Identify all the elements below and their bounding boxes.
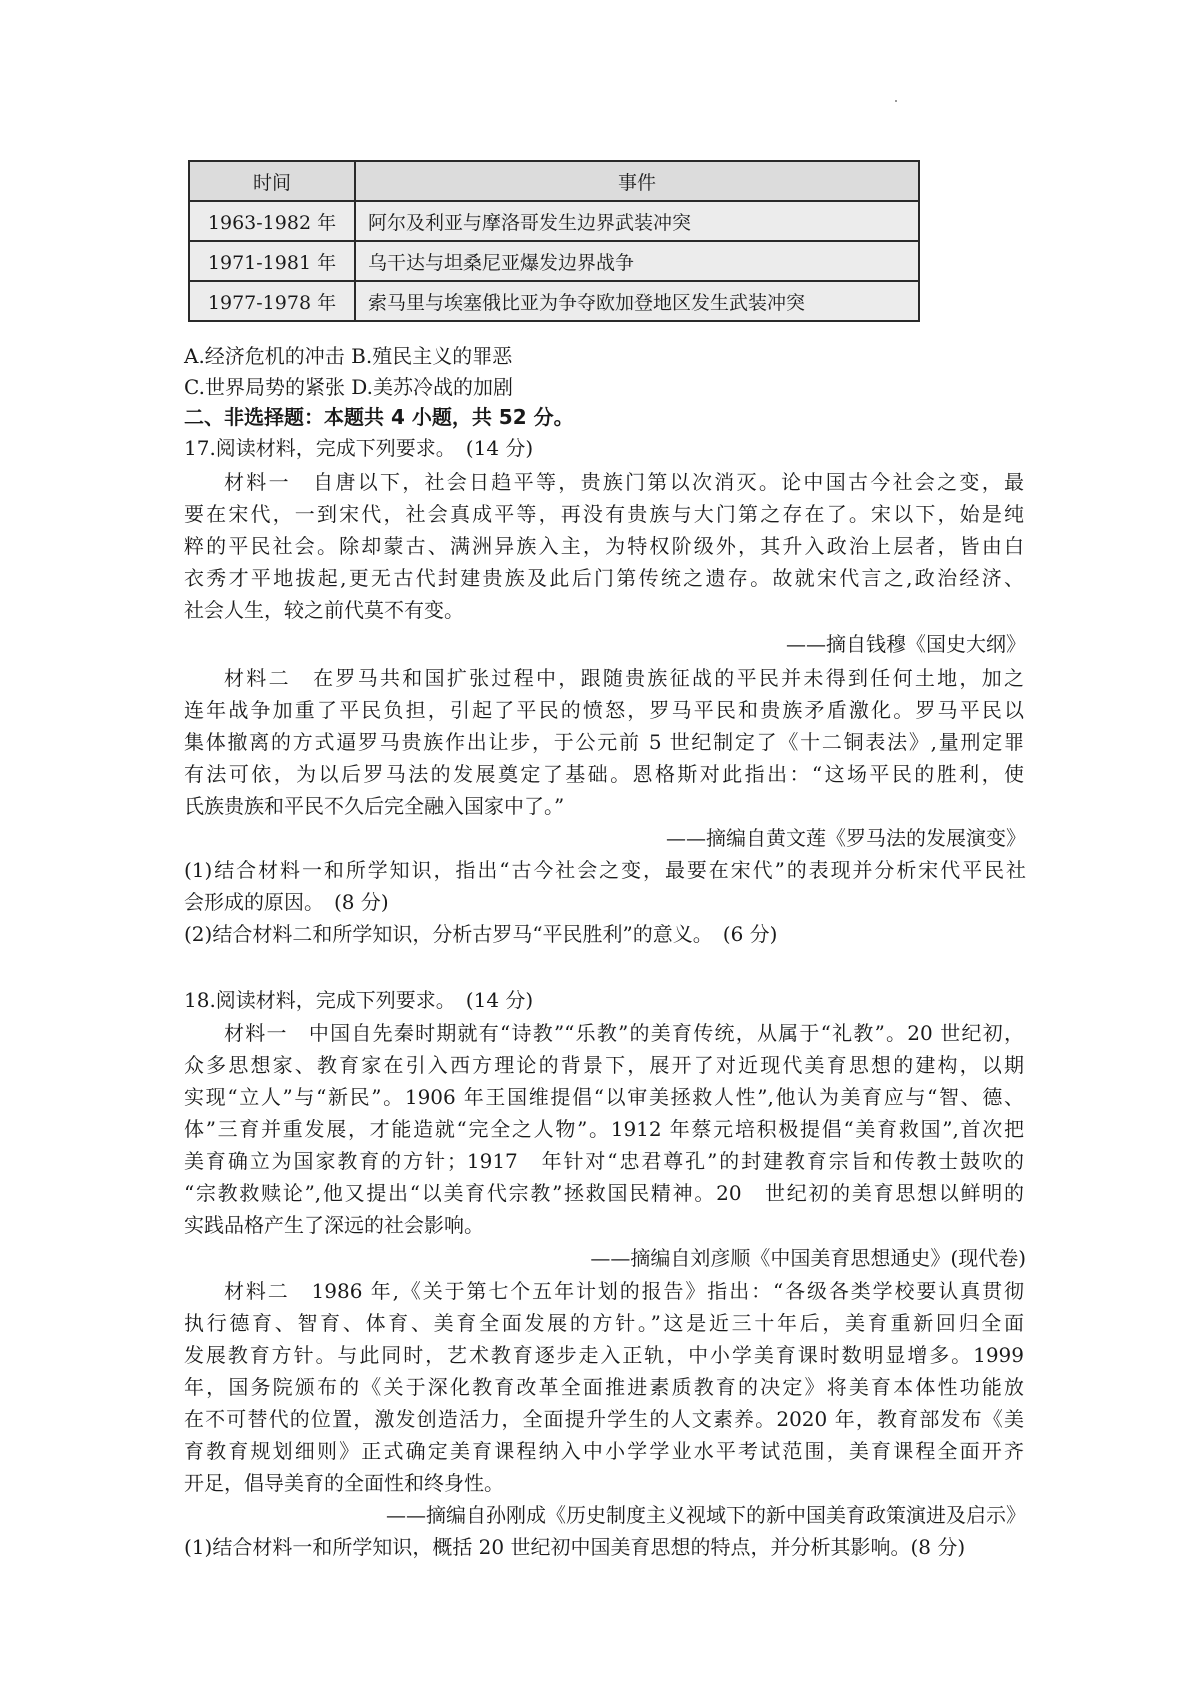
q18-m2-line: 执行德育、智育、体育、美育全面发展的方针。”这是近三十年后，美育重新回归全面 (184, 1311, 1024, 1335)
header-event: 事件 (355, 161, 919, 201)
scan-speck (895, 100, 897, 102)
q18-sub1: (1)结合材料一和所学知识，概括 20 世纪初中国美育思想的特点，并分析其影响。(8 分) (184, 1535, 966, 1559)
q18-m2-source: ——摘编自孙刚成《历史制度主义视域下的新中国美育政策演进及启示》 (386, 1503, 1026, 1527)
table-cell-time: 1971-1981 年 (189, 241, 355, 281)
section-title: 二、非选择题：本题共 4 小题，共 52 分。 (184, 405, 574, 429)
q17-sub1-line: 会形成的原因。 (8 分) (184, 890, 389, 914)
q17-m2-line: 材料二 在罗马共和国扩张过程中，跟随贵族征战的平民并未得到任何土地，加之 (224, 666, 1024, 690)
table-header-row (189, 161, 919, 201)
q17-m2-line: 有法可依，为以后罗马法的发展奠定了基础。恩格斯对此指出：“这场平民的胜利，使 (184, 762, 1024, 786)
options-line-cd: C.世界局势的紧张 D.美苏冷战的加剧 (184, 375, 513, 399)
table-cell-event: 乌干达与坦桑尼亚爆发边界战争 (355, 241, 919, 281)
q17-m2-line: 集体撤离的方式逼罗马贵族作出让步，于公元前 5 世纪制定了《十二铜表法》,量刑定罪 (184, 730, 1024, 754)
q17-m1-line: 材料一 自唐以下，社会日趋平等，贵族门第以次消灭。论中国古今社会之变，最 (224, 470, 1024, 494)
q17-m1-source: ——摘自钱穆《国史大纲》 (786, 632, 1026, 656)
q17-title: 17.阅读材料，完成下列要求。 (14 分) (184, 436, 534, 460)
q18-m1-source: ——摘编自刘彦顺《中国美育思想通史》(现代卷) (590, 1246, 1026, 1270)
q18-m2-line: 发展教育方针。与此同时，艺术教育逐步走入正轨，中小学美育课时数明显增多。1999 (184, 1343, 1024, 1367)
q18-m1-line: 美育确立为国家教育的方针；1917 年针对“忠君尊孔”的封建教育宗旨和传教士鼓吹的 (184, 1149, 1024, 1173)
table-cell-time: 1977-1978 年 (189, 281, 355, 321)
event-table (188, 160, 920, 322)
q17-m2-source: ——摘编自黄文莲《罗马法的发展演变》 (666, 826, 1026, 850)
table-row (189, 281, 919, 321)
q18-m1-line: 实现“立人”与“新民”。1906 年王国维提倡“以审美拯救人性”,他认为美育应与“智、德、 (184, 1085, 1024, 1109)
q17-m1-line: 衣秀才平地拔起,更无古代封建贵族及此后门第传统之遗存。故就宋代言之,政治经济、 (184, 566, 1024, 590)
q17-m1-line: 粹的平民社会。除却蒙古、满洲异族入主，为特权阶级外，其升入政治上层者，皆由白 (184, 534, 1024, 558)
q18-m2-line: 育教育规划细则》正式确定美育课程纳入中小学学业水平考试范围，美育课程全面开齐 (184, 1439, 1024, 1463)
q18-m1-line: “宗教救赎论”,他又提出“以美育代宗教”拯救国民精神。20 世纪初的美育思想以鲜明的 (184, 1181, 1024, 1205)
q18-m1-line: 体”三育并重发展，才能造就“完全之人物”。1912 年蔡元培积极提倡“美育救国”,首次把 (184, 1117, 1024, 1141)
q17-sub2: (2)结合材料二和所学知识，分析古罗马“平民胜利”的意义。 (6 分) (184, 922, 778, 946)
q18-m1-line: 众多思想家、教育家在引入西方理论的背景下，展开了对近现代美育思想的建构，以期 (184, 1053, 1024, 1077)
table-cell-time: 1963-1982 年 (189, 201, 355, 241)
q18-m1-line: 实践品格产生了深远的社会影响。 (184, 1213, 484, 1237)
q17-m1-line: 社会人生，较之前代莫不有变。 (184, 598, 464, 622)
header-time: 时间 (189, 161, 355, 201)
q18-title: 18.阅读材料，完成下列要求。 (14 分) (184, 988, 534, 1012)
table-row (189, 201, 919, 241)
q18-m2-line: 开足，倡导美育的全面性和终身性。 (184, 1471, 504, 1495)
options-line-ab: A.经济危机的冲击 B.殖民主义的罪恶 (184, 344, 513, 368)
table-cell-event: 阿尔及利亚与摩洛哥发生边界武装冲突 (355, 201, 919, 241)
q18-m2-line: 年，国务院颁布的《关于深化教育改革全面推进素质教育的决定》将美育本体性功能放 (184, 1375, 1024, 1399)
q18-m1-line: 材料一 中国自先秦时期就有“诗教”“乐教”的美育传统，从属于“礼教”。20 世纪初， (224, 1021, 1024, 1045)
q17-m2-line: 连年战争加重了平民负担，引起了平民的愤怒，罗马平民和贵族矛盾激化。罗马平民以 (184, 698, 1024, 722)
q18-m2-line: 材料二 1986 年,《关于第七个五年计划的报告》指出：“各级各类学校要认真贯彻 (224, 1279, 1024, 1303)
q17-m1-line: 要在宋代，一到宋代，社会真成平等，再没有贵族与大门第之存在了。宋以下，始是纯 (184, 502, 1024, 526)
q17-m2-line: 氏族贵族和平民不久后完全融入国家中了。” (184, 794, 565, 818)
table-cell-event: 索马里与埃塞俄比亚为争夺欧加登地区发生武装冲突 (355, 281, 919, 321)
q18-m2-line: 在不可替代的位置，激发创造活力，全面提升学生的人文素养。2020 年，教育部发布《美 (184, 1407, 1024, 1431)
q17-sub1-line: (1)结合材料一和所学知识，指出“古今社会之变，最要在宋代”的表现并分析宋代平民社 (184, 858, 1026, 882)
table-row (189, 241, 919, 281)
